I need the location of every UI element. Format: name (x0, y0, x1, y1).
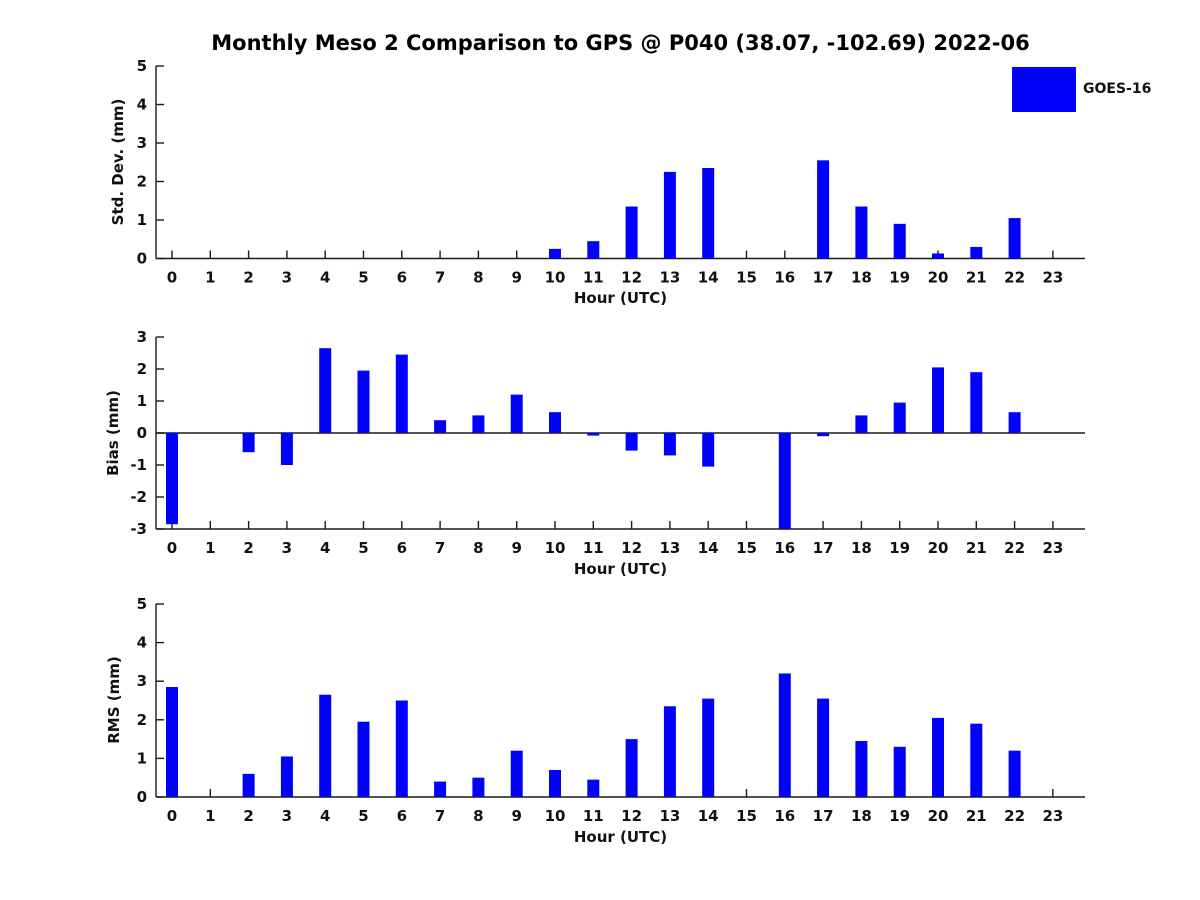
x-tick-label: 4 (319, 807, 331, 825)
y-tick-label: -3 (130, 520, 147, 538)
x-tick-label: 12 (621, 539, 643, 557)
bar-rms-h19 (894, 747, 906, 797)
x-tick-label: 2 (243, 539, 254, 557)
x-tick-label: 0 (166, 268, 178, 287)
y-tick-label: 1 (136, 749, 147, 768)
bar-stddev-h14 (702, 168, 714, 258)
chart-title: Monthly Meso 2 Comparison to GPS @ P040 (38.07, -102.69) 2022-06 (211, 31, 1030, 55)
y-tick-label: 5 (136, 57, 147, 75)
ylabel-bias: Bias (mm) (104, 390, 122, 476)
subplot-stddev (137, 57, 1085, 287)
y-tick-label: 2 (136, 360, 147, 378)
x-tick-label: 5 (358, 807, 369, 825)
y-tick-label: 1 (136, 211, 147, 229)
x-tick-label: 18 (850, 539, 872, 557)
x-tick-label: 22 (1004, 807, 1026, 825)
x-tick-label: 16 (774, 807, 796, 825)
bar-rms-h12 (626, 739, 638, 797)
x-tick-label: 1 (205, 807, 216, 825)
bar-bias-h3 (281, 433, 293, 465)
x-tick-label: 11 (582, 268, 604, 287)
bar-rms-h8 (472, 778, 484, 797)
bar-bias-h5 (358, 371, 370, 433)
x-tick-label: 11 (582, 539, 604, 557)
x-tick-label: 23 (1042, 268, 1064, 287)
x-tick-label: 8 (473, 807, 484, 825)
bar-rms-h16 (779, 673, 791, 797)
y-tick-label: 5 (136, 595, 147, 613)
bar-rms-h11 (587, 780, 599, 797)
x-tick-label: 14 (697, 268, 719, 287)
bar-stddev-h21 (970, 247, 982, 259)
bar-bias-h7 (434, 420, 446, 433)
x-tick-label: 0 (166, 539, 178, 557)
legend-label-goes16: GOES-16 (1083, 81, 1152, 97)
bar-rms-h21 (970, 724, 982, 797)
x-tick-label: 15 (736, 268, 757, 287)
bar-rms-h5 (358, 722, 370, 797)
x-tick-label: 23 (1042, 807, 1064, 825)
x-tick-label: 16 (774, 539, 796, 557)
y-tick-label: 2 (136, 710, 147, 729)
bar-bias-h9 (511, 395, 523, 433)
x-tick-label: 22 (1004, 268, 1026, 287)
x-tick-label: 19 (889, 539, 911, 557)
x-tick-label: 20 (927, 539, 949, 557)
x-tick-label: 8 (473, 268, 484, 287)
x-tick-label: 9 (511, 268, 522, 287)
y-tick-label: 3 (136, 134, 147, 152)
x-tick-label: 16 (774, 268, 796, 287)
x-tick-label: 13 (659, 807, 681, 825)
x-tick-label: 1 (205, 268, 216, 287)
ylabel-rms: RMS (mm) (105, 656, 123, 744)
bar-rms-h14 (702, 699, 714, 797)
bar-bias-h21 (970, 372, 982, 433)
x-tick-label: 8 (473, 539, 484, 557)
x-tick-label: 19 (889, 807, 911, 825)
bar-rms-h22 (1009, 751, 1021, 797)
x-tick-label: 22 (1004, 539, 1026, 557)
bar-rms-h6 (396, 701, 408, 798)
bar-rms-h18 (855, 741, 867, 797)
x-tick-label: 4 (319, 539, 331, 557)
bar-bias-h8 (472, 415, 484, 433)
bar-bias-h6 (396, 355, 408, 433)
bar-bias-h13 (664, 433, 676, 455)
x-tick-label: 5 (358, 539, 369, 557)
bar-bias-h4 (319, 348, 331, 433)
subplot-bias (130, 328, 1085, 557)
x-tick-label: 1 (205, 539, 216, 557)
y-tick-label: 1 (136, 392, 147, 410)
bar-rms-h20 (932, 718, 944, 797)
y-tick-label: 2 (136, 172, 147, 191)
x-tick-label: 12 (621, 268, 643, 287)
x-tick-label: 17 (812, 268, 834, 287)
x-tick-label: 23 (1042, 539, 1064, 557)
y-tick-label: 4 (136, 95, 147, 114)
x-tick-label: 3 (281, 807, 293, 825)
x-tick-label: 7 (434, 807, 446, 825)
bar-rms-h0 (166, 687, 178, 797)
x-tick-label: 9 (511, 539, 522, 557)
y-tick-label: -2 (130, 488, 147, 506)
x-tick-label: 13 (659, 539, 681, 557)
x-tick-label: 21 (965, 539, 987, 557)
bar-rms-h7 (434, 782, 446, 797)
x-tick-label: 10 (544, 539, 566, 557)
xlabel-stddev: Hour (UTC) (573, 289, 668, 307)
x-tick-label: 17 (812, 539, 834, 557)
x-tick-label: 6 (396, 268, 408, 287)
bar-stddev-h12 (626, 207, 638, 259)
x-tick-label: 21 (965, 807, 987, 825)
bar-bias-h14 (702, 433, 714, 467)
bar-stddev-h11 (587, 241, 599, 258)
bar-stddev-h20 (932, 253, 944, 258)
x-tick-label: 17 (812, 807, 834, 825)
x-tick-label: 9 (511, 807, 522, 825)
x-tick-label: 20 (927, 268, 949, 287)
bar-bias-h22 (1009, 412, 1021, 433)
x-tick-label: 6 (396, 539, 408, 557)
bar-rms-h10 (549, 770, 561, 797)
x-tick-label: 7 (434, 539, 446, 557)
y-tick-label: 0 (136, 424, 147, 442)
x-tick-label: 13 (659, 268, 681, 287)
x-tick-label: 2 (243, 268, 254, 287)
subplot-rms (137, 595, 1085, 825)
bar-stddev-h13 (664, 172, 676, 259)
x-tick-label: 3 (281, 268, 293, 287)
x-tick-label: 21 (965, 268, 987, 287)
x-tick-label: 7 (434, 268, 446, 287)
bar-bias-h17 (817, 433, 829, 436)
xlabel-bias: Hour (UTC) (573, 560, 668, 578)
bar-rms-h17 (817, 699, 829, 797)
bar-bias-h2 (243, 433, 255, 452)
x-tick-label: 2 (243, 807, 254, 825)
x-tick-label: 15 (736, 539, 757, 557)
x-tick-label: 18 (850, 268, 872, 287)
bar-stddev-h22 (1009, 218, 1021, 258)
bar-bias-h11 (587, 433, 599, 436)
bar-rms-h9 (511, 751, 523, 797)
y-tick-label: 4 (136, 633, 147, 652)
ylabel-stddev: Std. Dev. (mm) (109, 98, 127, 226)
bar-stddev-h19 (894, 224, 906, 259)
x-tick-label: 10 (544, 807, 566, 825)
x-tick-label: 6 (396, 807, 408, 825)
bar-bias-h10 (549, 412, 561, 433)
y-tick-label: 3 (136, 328, 147, 346)
y-tick-label: 0 (136, 788, 147, 806)
bar-bias-h12 (626, 433, 638, 451)
x-tick-label: 20 (927, 807, 949, 825)
xlabel-rms: Hour (UTC) (573, 828, 668, 846)
bar-bias-h20 (932, 367, 944, 433)
bar-bias-h18 (855, 415, 867, 433)
y-tick-label: 0 (136, 249, 147, 268)
bar-rms-h4 (319, 695, 331, 797)
bar-rms-h13 (664, 706, 676, 797)
bar-stddev-h17 (817, 160, 829, 258)
x-tick-label: 0 (166, 807, 178, 825)
x-tick-label: 14 (697, 807, 719, 825)
bar-bias-h16 (779, 433, 791, 529)
x-tick-label: 10 (544, 268, 566, 287)
x-tick-label: 4 (319, 268, 331, 287)
x-tick-label: 18 (850, 807, 872, 825)
x-tick-label: 3 (281, 539, 293, 557)
x-tick-label: 19 (889, 268, 911, 287)
x-tick-label: 15 (736, 807, 757, 825)
bar-stddev-h18 (855, 207, 867, 259)
y-tick-label: 3 (136, 672, 147, 691)
x-tick-label: 11 (582, 807, 604, 825)
x-tick-label: 5 (358, 268, 369, 287)
bar-rms-h2 (243, 774, 255, 797)
x-tick-label: 14 (697, 539, 719, 557)
bar-rms-h3 (281, 756, 293, 797)
bar-bias-h19 (894, 403, 906, 433)
bar-stddev-h10 (549, 249, 561, 259)
y-tick-label: -1 (130, 456, 147, 474)
bar-bias-h0 (166, 433, 178, 524)
x-tick-label: 12 (621, 807, 643, 825)
